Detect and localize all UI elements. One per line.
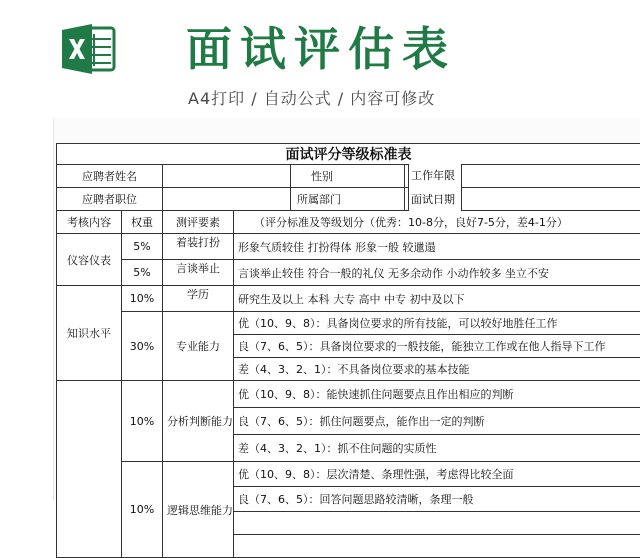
desc-cell: 言谈举止较佳 符合一般的礼仪 无多余动作 小动作较多 坐立不安 bbox=[234, 260, 640, 286]
position-cell[interactable] bbox=[163, 188, 291, 211]
name-label: 应聘者姓名 bbox=[57, 165, 163, 188]
name-cell[interactable] bbox=[163, 165, 291, 188]
weight-cell: 10% bbox=[122, 286, 163, 312]
section-ability bbox=[57, 381, 122, 558]
element-cell: 学历 bbox=[163, 286, 234, 312]
level-cell: 优（10、9、8）：具备岗位要求的所有技能，可以较好地胜任工作 bbox=[234, 312, 640, 335]
level-cell: 优（10、9、8）：能快速抓住问题要点且作出相应的判断 bbox=[234, 381, 640, 408]
header-element: 测评要素 bbox=[163, 211, 234, 234]
element-cell: 分析判断能力 bbox=[163, 381, 234, 462]
years-label-box bbox=[408, 164, 462, 188]
weight-cell: 10% bbox=[122, 462, 163, 558]
weight-cell: 30% bbox=[122, 312, 163, 381]
level-cell bbox=[234, 535, 640, 558]
table-caption: 面试评分等级标准表 bbox=[57, 144, 640, 165]
excel-logo-icon bbox=[58, 22, 118, 76]
banner bbox=[0, 0, 640, 118]
header-standard: （评分标准及等级划分（优秀：10-8分，良好7-5分，差4-1分） bbox=[234, 211, 640, 234]
weight-cell: 5% bbox=[122, 260, 163, 286]
years-label: 工作年限 bbox=[411, 169, 455, 182]
element-cell: 言谈举止 bbox=[163, 260, 234, 286]
level-cell: 优（10、9、8）：层次清楚、条理性强，考虑得比较全面 bbox=[234, 462, 640, 487]
page-subtitle: A4打印 / 自动公式 / 内容可修改 bbox=[188, 86, 435, 109]
page-title: 面试评估表 bbox=[186, 26, 456, 72]
header-weight: 权重 bbox=[122, 211, 163, 234]
element-cell: 着装打扮 bbox=[163, 234, 234, 260]
weight-cell: 5% bbox=[122, 234, 163, 260]
date-label: 面试日期 bbox=[411, 193, 455, 206]
interview-table bbox=[56, 143, 640, 558]
position-label: 应聘者职位 bbox=[57, 188, 163, 211]
gender-label: 性别 bbox=[291, 165, 405, 188]
level-cell: 良（7、6、5）：回答问题思路较清晰，条理一般 bbox=[234, 487, 640, 512]
section-knowledge: 知识水平 bbox=[57, 286, 122, 381]
level-cell: 良（7、6、5）：抓住问题要点，能作出一定的判断 bbox=[234, 408, 640, 435]
header-content: 考核内容 bbox=[57, 211, 122, 234]
weight-cell: 10% bbox=[122, 381, 163, 462]
desc-cell: 形象气质较佳 打扮得体 形象一般 较邋遢 bbox=[234, 234, 640, 260]
level-cell: 差（4、3、2、1）：不具备岗位要求的基本技能 bbox=[234, 358, 640, 381]
section-appearance: 仪容仪表 bbox=[57, 234, 122, 286]
element-cell: 逻辑思维能力 bbox=[163, 462, 234, 558]
level-cell bbox=[234, 512, 640, 535]
level-cell: 差（4、3、2、1）：抓不住问题的实质性 bbox=[234, 435, 640, 462]
desc-cell: 研究生及以上 本科 大专 高中 中专 初中及以下 bbox=[234, 286, 640, 312]
element-cell: 专业能力 bbox=[163, 312, 234, 381]
dept-label: 所属部门 bbox=[291, 188, 405, 211]
date-label-box bbox=[408, 188, 462, 211]
level-cell: 良（7、6、5）：具备岗位要求的一般技能，能独立工作或在他人指导下工作 bbox=[234, 335, 640, 358]
